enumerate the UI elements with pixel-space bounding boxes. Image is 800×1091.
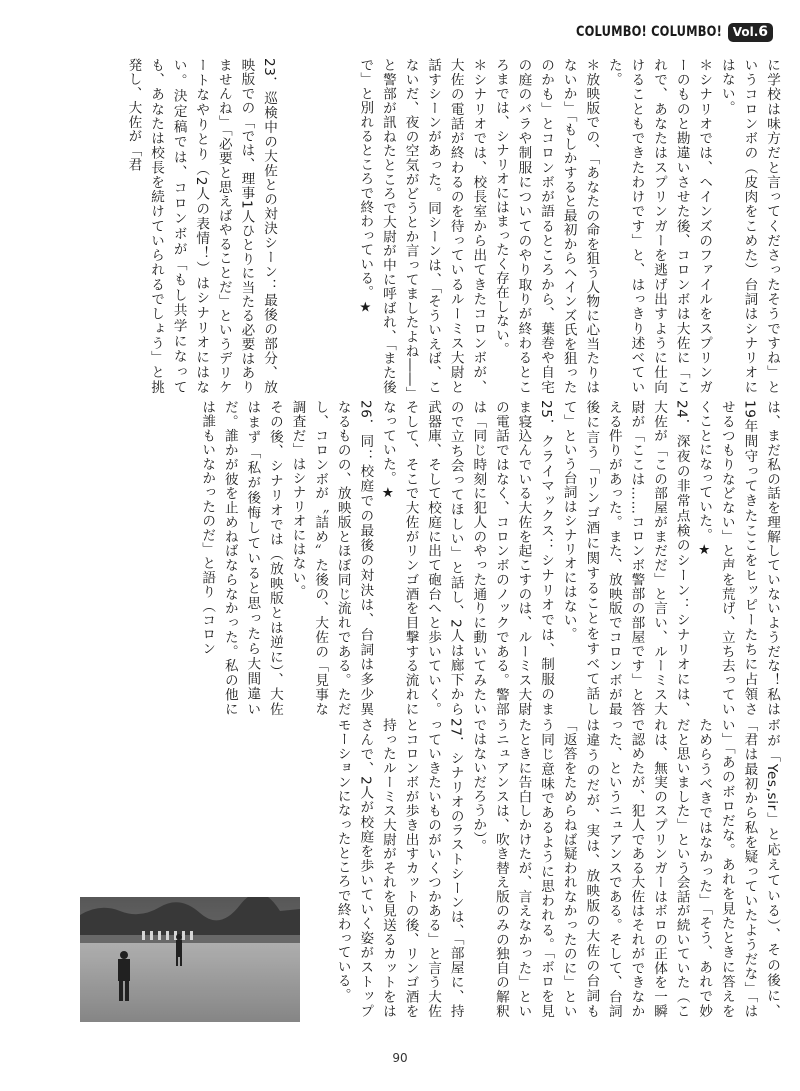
text-column-top-right [305,58,783,394]
text-column-bottom [258,718,783,1018]
film-still-photo [80,897,300,1022]
text-column-middle [41,400,783,716]
paragraph: 26．同：校庭での最後の対決は、台詞は多少異なるものの、放映版とほぼ同じ流れである。ただし、コロンボが〝詰め〟た後の、大佐の「見事な調査だ」はシナリオにはない。 [289,400,374,716]
paragraph: に学校は味方だと言ってくださったそうですね」というコロンボの（皮肉をこめた）台詞はシナリオにはない。 [718,58,780,394]
paragraph: ＊放映版での、「あなたの命を狙う人物に心当たりはないか」「もしかすると最初からヘインズ氏を狙ったのかも」とコロンボが語るところから、葉巻や自宅の庭のバラや制服についてのやり取りが終わるところまでは、シナリオにはまったく存在しない。 [492,58,600,394]
text-column-top-left [10,58,280,394]
paragraph: 23．巡検中の大佐との対決シーン：最後の部分、放映版での「では、理事1人ひとりに当たる必要はありませんね」「必要と思えばやることだ」というデリケートなやりとり（2人の表情！）はシナリオにはない。決定稿では、コロンボが「もし共学になっても、あなたは校長を続けていられるでしょう」と挑発し、大佐が「君 [125,58,277,394]
paragraph: ＊シナリオでは、校長室から出てきたコロンボが、大佐の電話が終わるのを待っているルーミス大尉と話すシーンがあった。同シーンは、「そういえば、こないだ、夜の空気がどうとか言ってましたよね――」と警部が訊ねたところで大尉が中に呼ばれ、「また後で」と別れるところで終わっている。★ [357,58,487,394]
volume-label: Vol. [732,24,759,39]
series-title: COLUMBO! COLUMBO! [575,24,722,40]
paragraph: 25．クライマックス：シナリオでは、制服のまま寝込んでいる大佐を起こすのは、ルーミス大尉の電話ではなく、コロンボのノックである。警部は「同じ時刻に犯人のやった通りに動いてみたいので立ち会ってほしい」と話し、2人は廊下から武器庫、そして校庭に出て砲台へと歩いていく。そして、そこで大佐がリンゴ酒を目撃する流れになっていた。★ [379,400,555,716]
volume-badge [728,23,773,42]
paragraph: 27．シナリオのラストシーンは、「部屋に、持っていきたいものがいくつかある」と言う大佐とコロンボが歩き出すカットの後、リンゴ酒を持ったルーミス大尉がそれを見送るカットをはさんで、2人が校庭を歩いていく姿がストップモーションになったところで終わっている。 [334,718,464,1018]
film-still-image [80,897,300,1022]
paragraph: 24．深夜の非常点検のシーン：シナリオには、大佐が「この部屋がまだだ」と言い、ルーミス大尉が「ここは……コロンボ警部の部屋です」と答える件りがあった。また、放映版でコロンボが最後に言う「リンゴ酒に関することをすべて話して」という台詞はシナリオにはない。 [560,400,690,716]
paragraph: その後、シナリオでは（放映版とは逆に）、大佐はまず「私が後悔していると思ったら大間違いだ。誰かが彼を止めねばならなかった。私の他には誰もいなかったのだ」と語り（コロン [199,400,283,716]
volume-number: 6 [758,23,768,40]
running-header [544,21,773,43]
page-number: 90 [392,1051,408,1065]
paragraph: ＊シナリオでは、ヘインズのファイルをスプリンガーのものと勘違いさせた後、コロンボは大佐に「これで、あなたはスプリンガーを逃げ出すように仕向けることもできたわけです」と、はっきり述べていた。 [605,58,713,394]
paragraph: ボが「Yes,sir」と応えている）、その後に、「君は最初から私を疑っていたようだな」「はい」「あのボロだな。あれを見たときに答えをためらうべきではなかった」「そう、あれで妙だと思いました」という会話が続いていた（これは、無実のスプリンガーはボロの正体を一瞬で認めたが、犯人である大佐はそれができなかった、というニュアンスである。そして、台詞は違うのだが、実は、放映版の大佐の台詞も「返答をためらねば疑われなかったのに」という同じ意味であるように思われる。「ボロを見たときに告白しかけたが、言えなかった」というニュアンスは、吹き替え版のみの独自の解釈ではないだろうか）。 [470,718,780,1018]
paragraph: は、まだ私の話を理解していないようだな！私は19年間守ってきたここをヒッピーたちに占領させるつもりなどない」と声を荒げ、立ち去っていくことになっていた。★ [696,400,780,716]
